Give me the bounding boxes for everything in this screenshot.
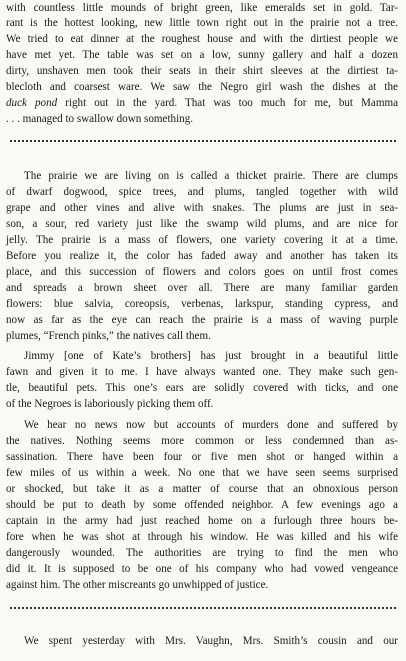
text-line: dirty, unshaven men took their seats in their shirt sleeves at the dirtiest ta- (6, 65, 398, 77)
text-line: sassination. There have been four or five men shot or hanged within a (6, 451, 398, 463)
text-line: jelly. The prairie is a mass of flowers, one variety covering it at a time. (6, 234, 398, 246)
section-divider (10, 140, 396, 142)
text-line: against him. The other miscreants go unwhipped of justice. (6, 579, 269, 591)
text-line: tle, beautiful pets. This one’s ears are solidly covered with ticks, and one (6, 382, 398, 394)
text-line: flowers: blue salvia, coreopsis, verbenas, larkspur, standing cypress, and (6, 298, 398, 310)
text-line: dangerously wounded. The authorities are trying to find the men who (6, 547, 398, 559)
text-line: grape and other vines and alive with snakes. The plums are just in sea- (6, 202, 398, 214)
text-line: fawn and given it to me. I have always wanted one. They make such gen- (6, 366, 398, 378)
text-line: the natives. Nothing seems more common or less condemned than as- (6, 435, 398, 447)
text-line: The prairie we are living on is called a thicket prairie. There are clumps (24, 170, 398, 182)
text-line: We spent yesterday with Mrs. Vaughn, Mrs. Smith’s cousin and our (24, 635, 398, 647)
text-line: We tried to eat dinner at the roughest house and with the dirtiest people we (6, 33, 398, 45)
text-line: of dwarf dogwood, spice trees, and plums, tangled together with wild (6, 186, 398, 198)
text-line: have met yet. The table was set on a low, sunny gallery and half a dozen (6, 49, 398, 61)
text-line: and spreads a brown sheet over all. There are many familiar garden (6, 282, 398, 294)
text-line: few miles of us within a week. No one that we have seen seems surprised (6, 467, 398, 479)
text-line: rant is the hottest looking, new little town right out in the prairie not a tree. (6, 17, 398, 29)
section-divider (10, 607, 396, 609)
text-line: Before you realize it, the color has faded away and another has taken its (6, 250, 398, 262)
text-line: should be put to death by some offended neighbor. A few evenings ago a (6, 499, 398, 511)
text-line: duck pond right out in the yard. That was too much for me, but Mamma (6, 97, 399, 109)
text-line: captain in the army had just reached home on a furlough three hours be- (6, 515, 398, 527)
text-line: blecloth and coarsest ware. We saw the Negro girl wash the dishes at the (6, 81, 398, 93)
text-line: . . . managed to swallow down something. (6, 113, 194, 125)
text-line: or shocked, but take it as a matter of course that an obnoxious person (6, 483, 398, 495)
text-line: place, and this succession of flowers and colors goes on until frost comes (6, 266, 398, 278)
text-line: of the Negroes is laboriously picking them off. (6, 398, 214, 410)
text-line: did it. It is supposed to be one of his company who had vowed vengeance (6, 563, 398, 575)
text-line: We hear no news now but accounts of murders done and suffered by (24, 419, 398, 431)
text-line: now as far as the eye can reach the prairie is a mass of waving purple (6, 314, 398, 326)
text-line: fore when he was shot at through his window. He was killed and his wife (6, 531, 398, 543)
text-line: son, a sour, red variety just like the swamp wild plums, and are nice for (6, 218, 398, 230)
text-line: Jimmy [one of Kate’s brothers] has just brought in a beautiful little (24, 350, 398, 362)
text-line: plumes, “French pinks,” the natives call them. (6, 330, 211, 342)
text-line: with countless little mounds of bright green, like emeralds set in gold. Tar- (6, 2, 398, 14)
